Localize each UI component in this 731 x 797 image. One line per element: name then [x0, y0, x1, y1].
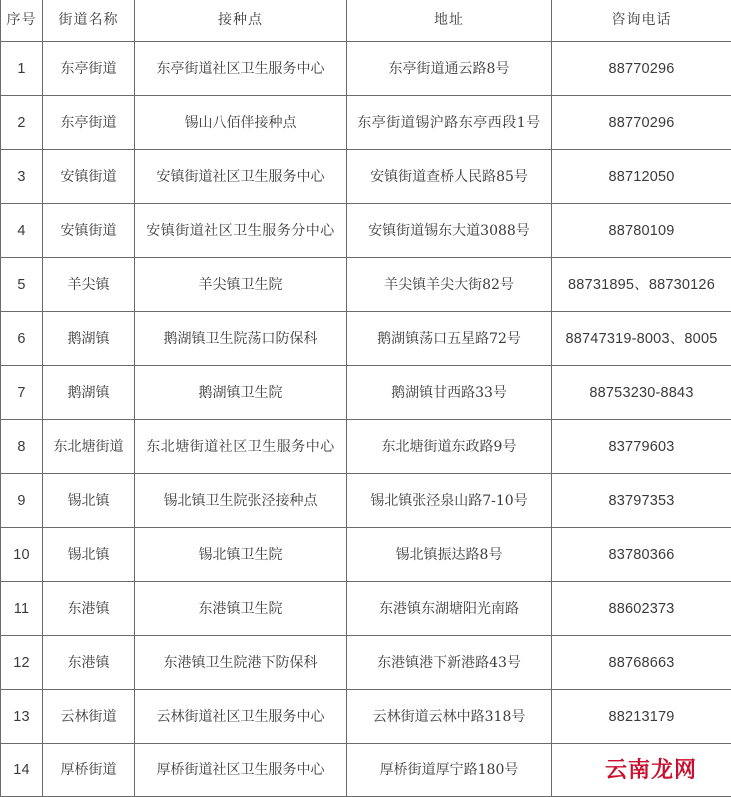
cell-address: 云林街道云林中路318号: [347, 690, 552, 744]
cell-site: 安镇街道社区卫生服务中心: [135, 150, 347, 204]
cell-site: 锡北镇卫生院张泾接种点: [135, 474, 347, 528]
cell-site: 东北塘街道社区卫生服务中心: [135, 420, 347, 474]
cell-street: 羊尖镇: [43, 258, 135, 312]
cell-phone: 88747319-8003、8005: [552, 312, 731, 366]
cell-address: 鹅湖镇荡口五星路72号: [347, 312, 552, 366]
cell-address: 东亭街道通云路8号: [347, 42, 552, 96]
cell-phone: 83779603: [552, 420, 731, 474]
cell-street: 东港镇: [43, 636, 135, 690]
cell-index: 14: [1, 744, 43, 797]
table-row: [1, 582, 731, 636]
header-phone: 咨询电话: [552, 0, 731, 42]
table-row: [1, 366, 731, 420]
table-row: [1, 636, 731, 690]
cell-site: 云林街道社区卫生服务中心: [135, 690, 347, 744]
cell-street: 东亭街道: [43, 42, 135, 96]
cell-address: 东港镇东湖塘阳光南路: [347, 582, 552, 636]
cell-street: 云林街道: [43, 690, 135, 744]
cell-address: 安镇街道查桥人民路85号: [347, 150, 552, 204]
cell-index: 3: [1, 150, 43, 204]
table-row: [1, 96, 731, 150]
cell-address: 东港镇港下新港路43号: [347, 636, 552, 690]
cell-street: 安镇街道: [43, 204, 135, 258]
cell-street: 厚桥街道: [43, 744, 135, 797]
header-street: 街道名称: [43, 0, 135, 42]
cell-index: 12: [1, 636, 43, 690]
table-row: [1, 258, 731, 312]
cell-phone: 83780366: [552, 528, 731, 582]
cell-index: 7: [1, 366, 43, 420]
header-index: 序号: [1, 0, 43, 42]
table-header: [1, 0, 731, 42]
table-row: [1, 528, 731, 582]
cell-street: 安镇街道: [43, 150, 135, 204]
header-address: 地址: [347, 0, 552, 42]
table-row: [1, 420, 731, 474]
cell-index: 6: [1, 312, 43, 366]
table-row: [1, 690, 731, 744]
cell-phone: 88770296: [552, 42, 731, 96]
cell-street: 东亭街道: [43, 96, 135, 150]
cell-site: 东亭街道社区卫生服务中心: [135, 42, 347, 96]
cell-phone: 88768663: [552, 636, 731, 690]
table-row: [1, 474, 731, 528]
cell-street: 东港镇: [43, 582, 135, 636]
table-row: [1, 150, 731, 204]
cell-address: 锡北镇振达路8号: [347, 528, 552, 582]
header-site: 接种点: [135, 0, 347, 42]
site-watermark: 云南龙网: [601, 753, 701, 784]
cell-site: 安镇街道社区卫生服务分中心: [135, 204, 347, 258]
cell-address: 锡北镇张泾泉山路7-10号: [347, 474, 552, 528]
cell-phone: 88213179: [552, 690, 731, 744]
cell-index: 11: [1, 582, 43, 636]
cell-index: 9: [1, 474, 43, 528]
cell-phone: 88770296: [552, 96, 731, 150]
cell-index: 8: [1, 420, 43, 474]
cell-address: 厚桥街道厚宁路180号: [347, 744, 552, 797]
cell-index: 10: [1, 528, 43, 582]
cell-index: 2: [1, 96, 43, 150]
cell-site: 东港镇卫生院: [135, 582, 347, 636]
cell-site: 鹅湖镇卫生院荡口防保科: [135, 312, 347, 366]
cell-street: 锡北镇: [43, 474, 135, 528]
cell-address: 东亭街道锡沪路东亭西段1号: [347, 96, 552, 150]
cell-street: 东北塘街道: [43, 420, 135, 474]
cell-address: 羊尖镇羊尖大街82号: [347, 258, 552, 312]
table-row: [1, 204, 731, 258]
cell-index: 5: [1, 258, 43, 312]
cell-address: 安镇街道锡东大道3088号: [347, 204, 552, 258]
cell-site: 锡北镇卫生院: [135, 528, 347, 582]
cell-site: 羊尖镇卫生院: [135, 258, 347, 312]
cell-phone: 88731895、88730126: [552, 258, 731, 312]
cell-site: 锡山八佰伴接种点: [135, 96, 347, 150]
table-row: [1, 42, 731, 96]
table-body: [1, 42, 731, 797]
cell-phone: 88780109: [552, 204, 731, 258]
cell-phone: 88712050: [552, 150, 731, 204]
table-row: [1, 312, 731, 366]
cell-index: 13: [1, 690, 43, 744]
cell-phone: 88753230-8843: [552, 366, 731, 420]
cell-street: 鹅湖镇: [43, 366, 135, 420]
cell-site: 鹅湖镇卫生院: [135, 366, 347, 420]
cell-site: 厚桥街道社区卫生服务中心: [135, 744, 347, 797]
cell-address: 东北塘街道东政路9号: [347, 420, 552, 474]
cell-index: 1: [1, 42, 43, 96]
cell-phone: 88602373: [552, 582, 731, 636]
header-row: [1, 0, 731, 42]
cell-phone: 83797353: [552, 474, 731, 528]
cell-street: 鹅湖镇: [43, 312, 135, 366]
cell-street: 锡北镇: [43, 528, 135, 582]
cell-site: 东港镇卫生院港下防保科: [135, 636, 347, 690]
cell-index: 4: [1, 204, 43, 258]
cell-address: 鹅湖镇甘西路33号: [347, 366, 552, 420]
